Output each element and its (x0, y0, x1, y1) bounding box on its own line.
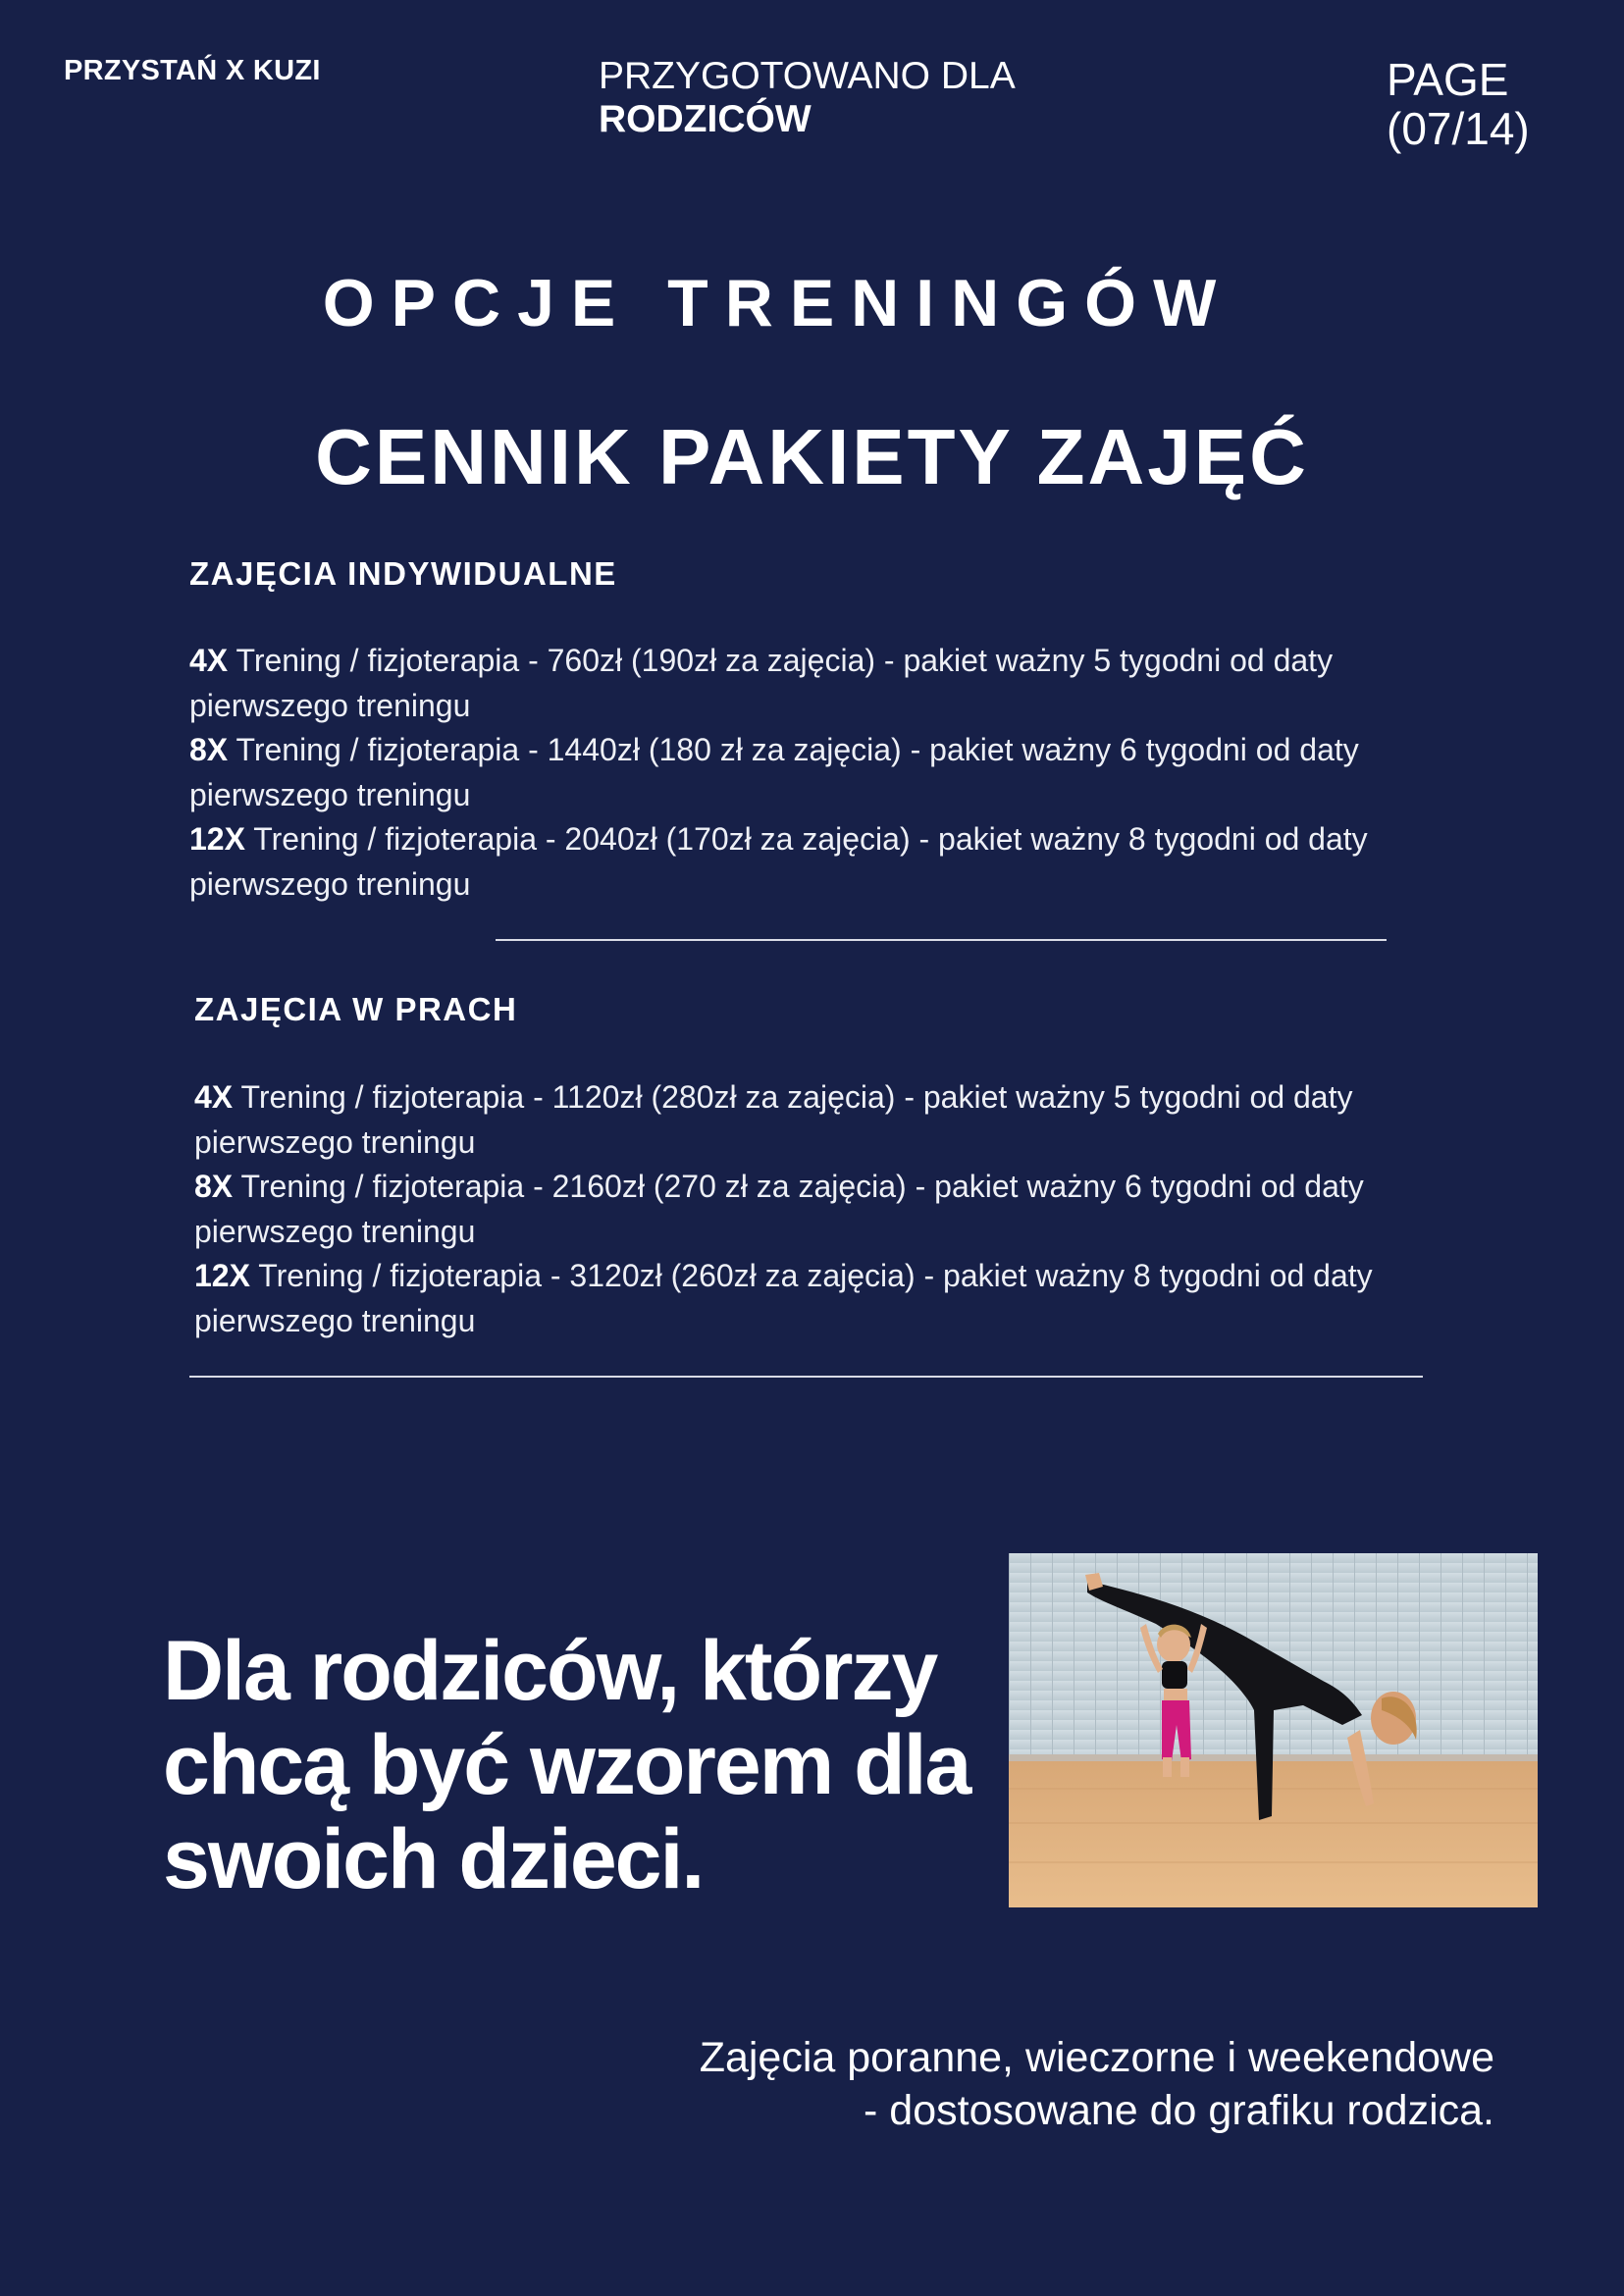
package-desc: Trening / fizjoterapia - 1440zł (180 zł za zajęcia) - pakiet ważny 6 tygodni od daty pierwszego treningu (189, 732, 1359, 812)
list-item (194, 1074, 1470, 1165)
package-count: 8X (194, 1169, 234, 1204)
list-item (189, 816, 1465, 907)
mother-daughter-photo (1009, 1553, 1538, 1907)
schedule-note-line1: Zajęcia poranne, wieczorne i weekendowe (699, 2034, 1494, 2081)
page-number: (07/14) (1387, 103, 1530, 154)
package-count: 12X (189, 821, 245, 857)
list-item (189, 727, 1465, 817)
package-desc: Trening / fizjoterapia - 3120zł (260zł za zajęcia) - pakiet ważny 8 tygodni od daty pierwszego treningu (194, 1258, 1373, 1338)
page-subtitle: CENNIK PAKIETY ZAJĘĆ (315, 413, 1309, 500)
page-title (0, 265, 1624, 341)
package-count: 8X (189, 732, 229, 767)
page-indicator (1387, 55, 1530, 153)
page-label: PAGE (1387, 54, 1509, 105)
prepared-for-line1: PRZYGOTOWANO DLA (599, 55, 1016, 97)
brand-label: PRZYSTAŃ X KUZI (64, 55, 321, 86)
package-count: 4X (189, 643, 229, 678)
package-desc: Trening / fizjoterapia - 2040zł (170zł za zajęcia) - pakiet ważny 8 tygodni od daty pierwszego treningu (189, 821, 1368, 902)
section-heading-pairs: ZAJĘCIA W PRACH (194, 991, 518, 1027)
divider (189, 1376, 1423, 1378)
slogan: Dla rodziców, którzy chcą być wzorem dla swoich dzieci. (163, 1624, 970, 1906)
list-item (194, 1164, 1470, 1254)
list-item (194, 1253, 1470, 1343)
package-count: 4X (194, 1079, 234, 1115)
page-title-text: OPCJE TRENINGÓW (322, 266, 1233, 340)
list-item (189, 638, 1465, 728)
prepared-for-line2: RODZICÓW (599, 98, 812, 140)
package-desc: Trening / fizjoterapia - 1120zł (280zł za zajęcia) - pakiet ważny 5 tygodni od daty pierwszego treningu (194, 1079, 1353, 1160)
prepared-for (599, 55, 1016, 141)
divider (496, 939, 1387, 941)
schedule-note (589, 2031, 1494, 2137)
schedule-note-line2: - dostosowane do grafiku rodzica. (864, 2087, 1494, 2134)
section-heading-individual: ZAJĘCIA INDYWIDUALNE (189, 555, 617, 592)
package-desc: Trening / fizjoterapia - 2160zł (270 zł za zajęcia) - pakiet ważny 6 tygodni od daty pierwszego treningu (194, 1169, 1364, 1249)
package-count: 12X (194, 1258, 250, 1293)
package-desc: Trening / fizjoterapia - 760zł (190zł za zajęcia) - pakiet ważny 5 tygodni od daty pierwszego treningu (189, 643, 1334, 723)
